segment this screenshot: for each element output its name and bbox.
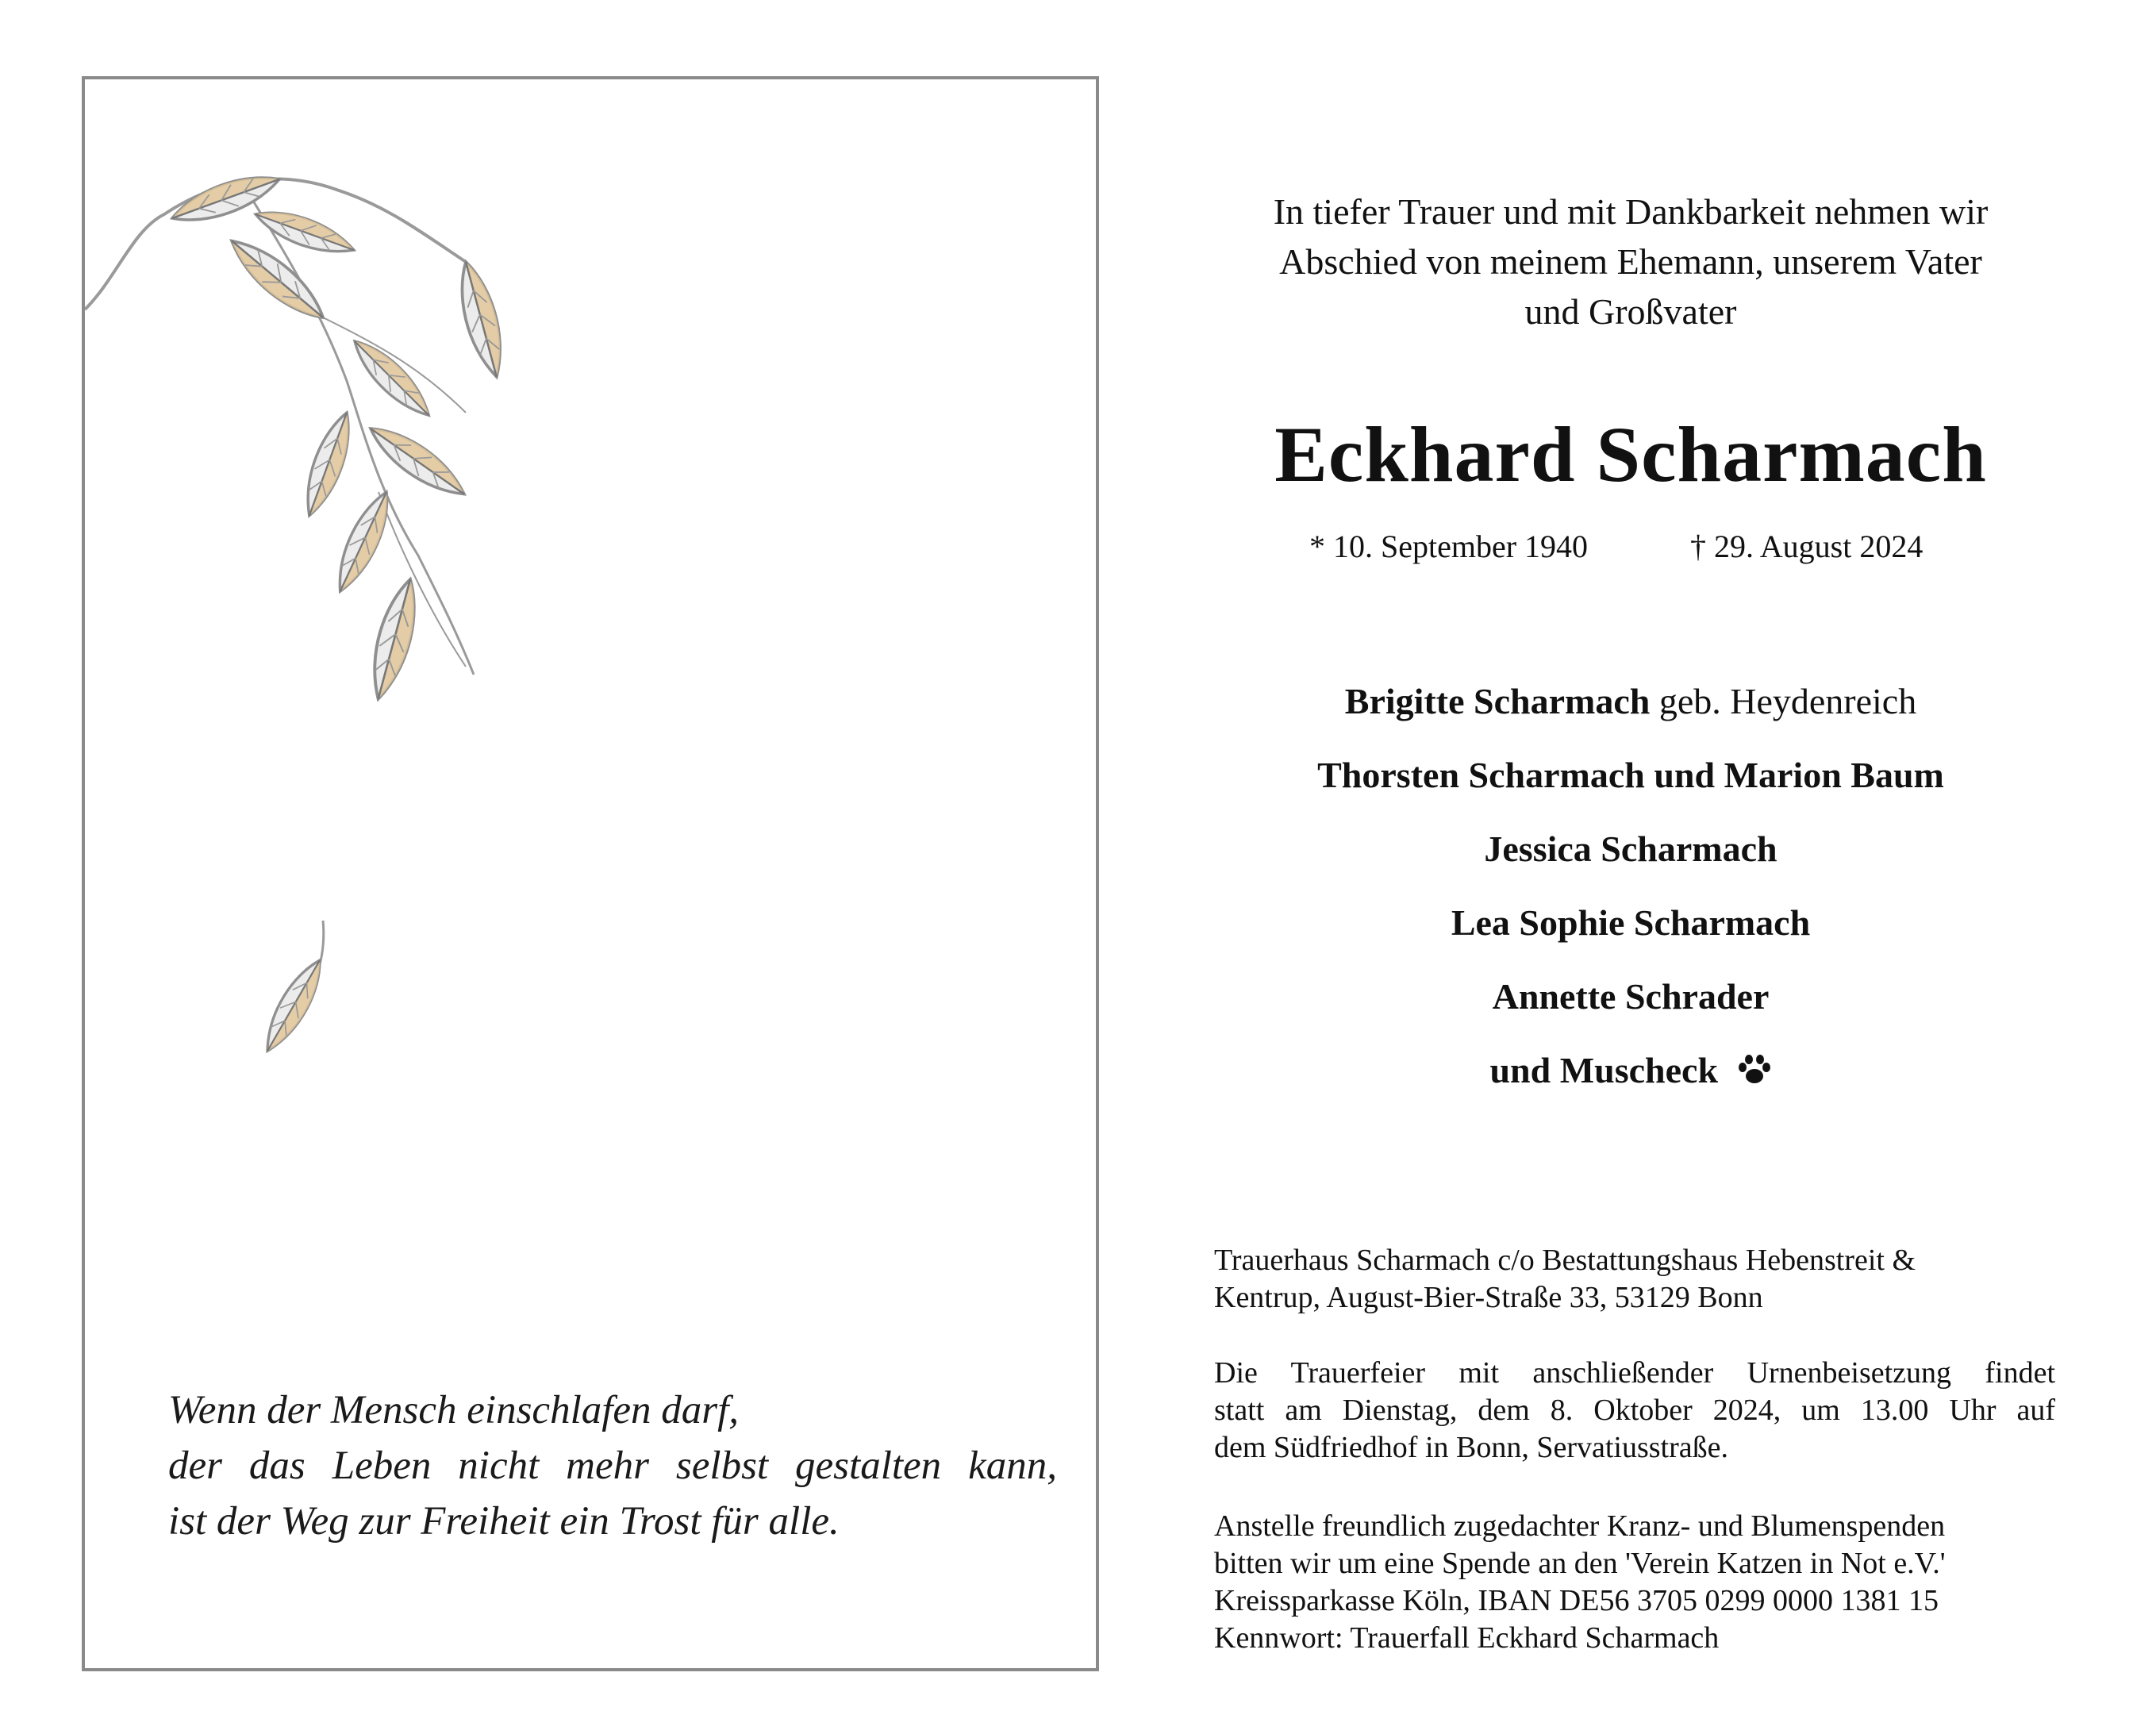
poem-line: Wenn der Mensch einschlafen darf, bbox=[168, 1388, 740, 1432]
donation-line: bitten wir um eine Spende an den 'Verein Katzen in Not e.V.' bbox=[1214, 1547, 1946, 1580]
ceremony-line: dem Südfriedhof in Bonn, Servatiusstraße. bbox=[1214, 1431, 1729, 1464]
ceremony-line: Die Trauerfeier mit anschließender Urnenbeisetzung findet bbox=[1214, 1356, 2055, 1390]
address-line: Kentrup, August-Bier-Straße 33, 53129 Bonn bbox=[1214, 1281, 1763, 1314]
intro-line: In tiefer Trauer und mit Dankbarkeit nehmen wir bbox=[1273, 191, 1989, 232]
address-line: Trauerhaus Scharmach c/o Bestattungshaus Hebenstreit & bbox=[1214, 1244, 1916, 1277]
mourner-name: Brigitte Scharmach bbox=[1344, 681, 1651, 721]
mourners-list bbox=[1190, 679, 2071, 1121]
ceremony-notice bbox=[1214, 1355, 2055, 1467]
donation-notice bbox=[1214, 1508, 2055, 1657]
death-date: † 29. August 2024 bbox=[1690, 529, 1923, 564]
leaf bbox=[363, 575, 425, 703]
intro-line: Abschied von meinem Ehemann, unserem Vater bbox=[1279, 241, 1982, 282]
poem-line: ist der Weg zur Freiheit ein Trost für alle. bbox=[168, 1499, 840, 1544]
paw-icon bbox=[1737, 1054, 1772, 1086]
mourner-name: und Muscheck bbox=[1489, 1050, 1719, 1090]
left-panel bbox=[82, 76, 1099, 1671]
leaf bbox=[328, 486, 399, 598]
mourner-row: Jessica Scharmach bbox=[1484, 829, 1777, 869]
mourner-row: Lea Sophie Scharmach bbox=[1451, 902, 1811, 943]
leaf-branch-illustration bbox=[85, 79, 640, 1111]
mourning-address bbox=[1214, 1242, 2055, 1317]
donation-line: Kennwort: Trauerfall Eckhard Scharmach bbox=[1214, 1621, 1720, 1655]
falling-leaf bbox=[256, 954, 332, 1058]
intro-text bbox=[1234, 186, 2027, 336]
mourner-row bbox=[1190, 1048, 2071, 1121]
deceased-name: Eckhard Scharmach bbox=[1274, 410, 1987, 498]
poem-line: der das Leben nicht mehr selbst gestalten kann, bbox=[168, 1444, 1057, 1488]
poem bbox=[168, 1382, 1057, 1549]
leaf bbox=[452, 258, 511, 381]
ceremony-line: statt am Dienstag, dem 8. Oktober 2024, um 13.00 Uhr auf bbox=[1214, 1394, 2055, 1427]
life-dates bbox=[1309, 528, 1984, 575]
donation-line: Kreissparkasse Köln, IBAN DE56 3705 0299 0000 1381 15 bbox=[1214, 1584, 1939, 1617]
birth-date: * 10. September 1940 bbox=[1309, 529, 1589, 564]
intro-line: und Großvater bbox=[1524, 291, 1737, 332]
leaf bbox=[345, 332, 438, 425]
leaf bbox=[297, 408, 360, 521]
mourner-row bbox=[1190, 679, 2071, 752]
mourner-row: Thorsten Scharmach und Marion Baum bbox=[1317, 755, 1944, 795]
mourner-maiden-name: geb. Heydenreich bbox=[1658, 681, 1917, 721]
donation-line: Anstelle freundlich zugedachter Kranz- und Blumenspenden bbox=[1214, 1509, 1946, 1543]
mourner-row: Annette Schrader bbox=[1492, 976, 1770, 1017]
